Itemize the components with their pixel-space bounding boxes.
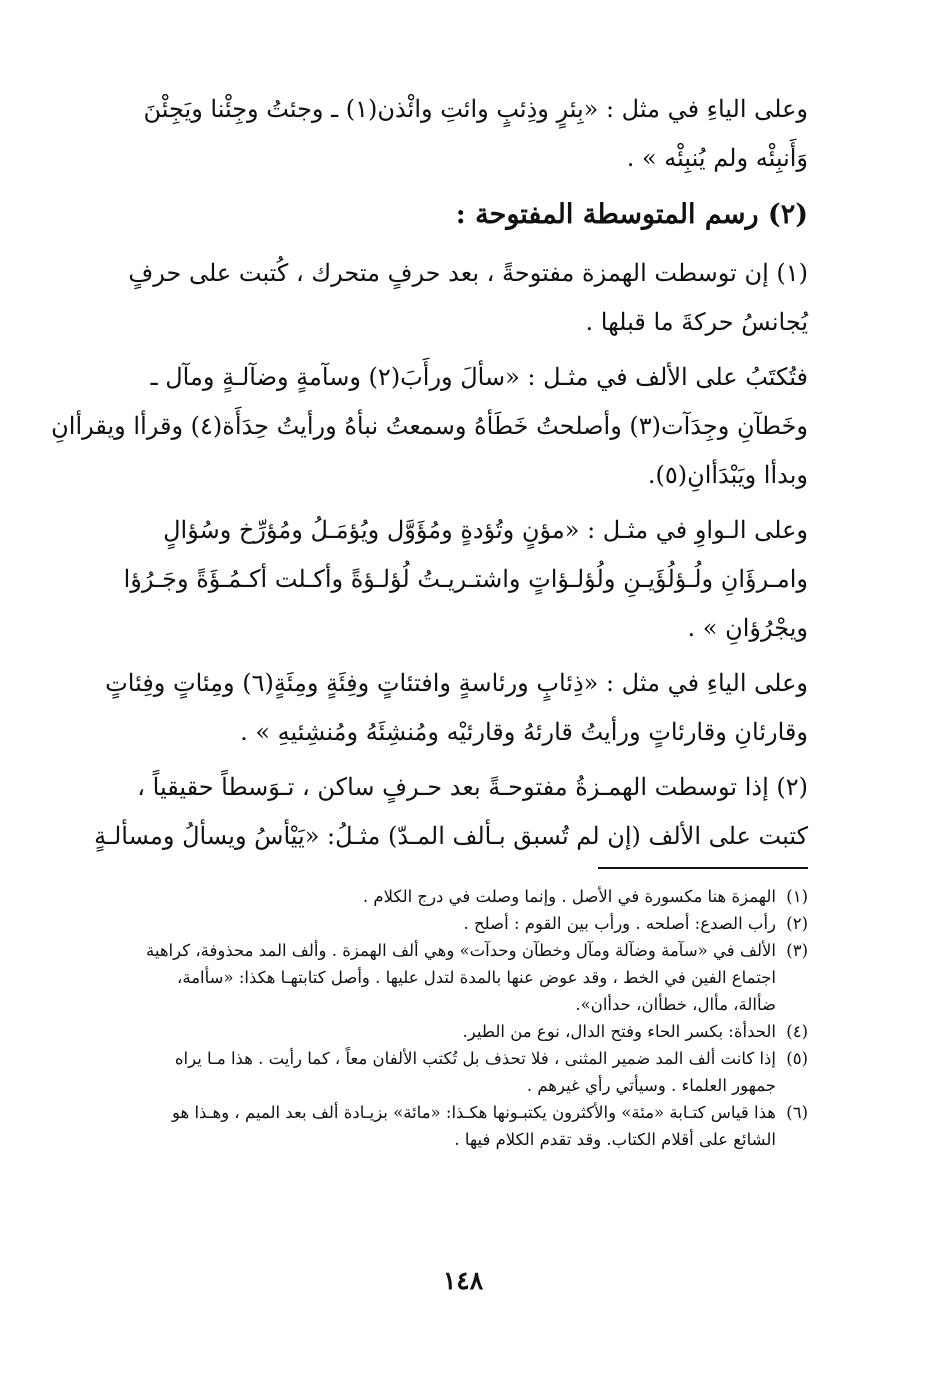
page-body xyxy=(51,85,808,1153)
footnote-4 xyxy=(118,1018,808,1045)
footnote-text: هذا قياس كتـابة «مئة» والأكثرون يكتبـونها هكـذا: «مائة» بزيـادة ألف بعد الميم ، وهـذا هو xyxy=(171,1103,776,1122)
text-line: يُجانسُ حركةَ ما قبلها . xyxy=(585,308,808,336)
footnote-number: (٥) xyxy=(786,1049,808,1068)
text-line: ويجْرُؤانِ » . xyxy=(687,614,808,642)
footnote-1 xyxy=(118,883,808,910)
paragraph-yaa-examples xyxy=(105,659,808,757)
footnote-text: الهمزة هنا مكسورة في الأصل . وإنما وصلت في درج الكلام . xyxy=(362,887,776,906)
text-line: وخَطآنِ وجِدَآت(٣) وأصلحتُ خَطَأهُ وسمعتُ نبأهُ ورأيتُ حِدَأَة(٤) وقرأا ويقرأانِ xyxy=(51,412,808,440)
footnote-text: إذا كانت ألف المد ضمير المثنى ، فلا تحذف بل تُكتب الألفان معاً ، كما رأيت . هذا مـا يراه xyxy=(174,1049,776,1068)
footnote-text: الألف في «سآمة وضآلة ومآل وخطآن وحدآت» وهي ألف الهمزة . وألف المد محذوفة، كراهية xyxy=(146,941,776,960)
paragraph-waw-examples xyxy=(118,506,808,653)
footnote-6 xyxy=(118,1099,808,1153)
footnote-separator xyxy=(598,867,808,869)
text-line: وعلى الياءِ في مثل : «ذِئابٍ ورئاسةٍ وافتئاتٍ وفِئَةٍ ومِئَةٍ(٦) ومِئاتٍ وفِئاتٍ xyxy=(105,669,808,697)
text-line: (٢) إذا توسطت الهمـزةُ مفتوحـةً بعد حـرفٍ ساكن ، تـوَسطاً حقيقياً ، xyxy=(137,773,808,801)
footnote-number: (٤) xyxy=(786,1022,808,1041)
footnote-text: الحدأة: بكسر الحاء وفتح الدال، نوع من الطير. xyxy=(462,1022,776,1041)
text-line: وقارئانِ وقارئاتٍ ورأيتُ قارئهُ وقارئيْه ومُنشِئَهُ ومُنشِئيهِ » . xyxy=(240,718,808,746)
paragraph-alif-examples xyxy=(51,353,808,500)
footnote-2 xyxy=(118,910,808,937)
footnote-number: (١) xyxy=(786,887,808,906)
text-line: وَأَنبِئْه ولم يُنبِئْه » . xyxy=(626,144,808,172)
footnote-number: (٢) xyxy=(786,914,808,933)
text-line: فتُكتَبُ على الألف في مثـل : «سألَ ورأَبَ(٢) وسآمةٍ وضآلـةٍ ومآل ـ xyxy=(150,363,808,391)
page-number: ١٤٨ xyxy=(442,1266,484,1295)
footnote-5 xyxy=(118,1045,808,1099)
text-line: وبدأا ويَبْدَأانِ(٥). xyxy=(647,461,808,489)
footnote-text: ضأالة، مأال، خطأان، حدأان». xyxy=(575,995,776,1014)
section-heading: (٢) رسم المتوسطة المفتوحة : xyxy=(455,199,808,230)
text-line: وعلى الـواوِ في مثـل : «مؤنٍ وتُؤدةٍ ومُؤَوَّل ويُؤمَـلُ ومُؤرِّخ وسُؤالٍ xyxy=(163,516,808,544)
paragraph-rule-1 xyxy=(118,249,808,347)
text-line: (١) إن توسطت الهمزة مفتوحةً ، بعد حرفٍ متحرك ، كُتبت على حرفٍ xyxy=(128,259,808,287)
footnote-number: (٣) xyxy=(786,941,808,960)
paragraph-rule-2 xyxy=(94,763,808,861)
footnote-text: اجتماع الفين في الخط ، وقد عوض عنها بالمدة لتدل عليها . وأصل كتابتهـا هكذا: «سأامة، xyxy=(177,968,776,987)
footnote-text: الشائع على أقلام الكتاب. وقد تقدم الكلام فيها . xyxy=(454,1130,776,1149)
text-line: وعلى الياءِ في مثل : «بِئرٍ وذِئبٍ وائتِ وائْذن(١) ـ وجئتُ وجِئْنا ويَجِئْنَ xyxy=(143,95,808,123)
footnote-text: رأب الصدع: أصلحه . ورأب بين القوم : أصلح . xyxy=(463,914,776,933)
text-line: وامـرؤَانِ ولُـؤلُؤَيـنِ ولُؤلـؤاتٍ واشتـريـتُ لُؤلـؤةً وأكـلت أكـمُـؤَةً وجَـرُؤا xyxy=(123,565,808,593)
footnotes xyxy=(118,883,808,1153)
footnote-3 xyxy=(118,937,808,1018)
footnote-number: (٦) xyxy=(786,1103,808,1122)
text-line: كتبت على الألف (إن لم تُسبق بـألف المـدّ) مثـلُ: «يَيْأسُ ويسألُ ومسألـةٍ xyxy=(94,822,808,850)
footnote-text: جمهور العلماء . وسيأتي رأي غيرهم . xyxy=(526,1076,776,1095)
paragraph-hamza-on-yaa-intro xyxy=(118,85,808,183)
